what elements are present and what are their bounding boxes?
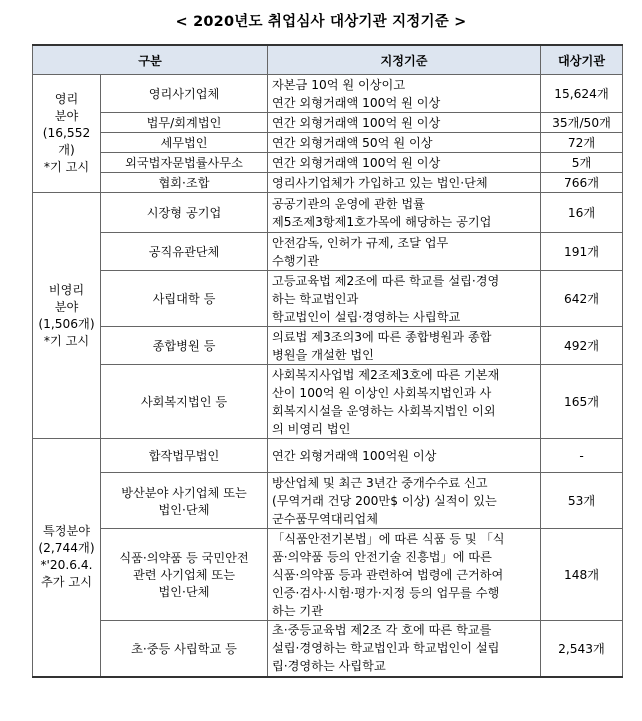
table-row (33, 153, 623, 173)
count-cell: 2,543개 (541, 621, 623, 677)
criteria-cell (268, 529, 541, 621)
group-special-label (33, 439, 101, 677)
institution-type (101, 193, 268, 233)
designation-criteria-table (32, 44, 623, 678)
count-cell: 15,624개 (541, 75, 623, 113)
count-cell: 53개 (541, 473, 623, 529)
criteria-line: 사회복지사업법 제2조제3호에 따른 기본재 (272, 367, 500, 382)
category-line: 추가 고시 (41, 575, 92, 590)
header-criteria: 지정기준 (268, 45, 541, 75)
count-cell: 492개 (541, 327, 623, 365)
criteria-line: 「식품안전기본법」에 따른 식품 등 및 「식 (272, 531, 505, 546)
criteria-line: 연간 외형거래액 100억원 이상 (272, 448, 437, 463)
header-count: 대상기관 (541, 45, 623, 75)
institution-type (101, 133, 268, 153)
category-line: *기 고시 (43, 333, 90, 348)
institution-type-line: 법인·단체 (158, 585, 210, 599)
institution-type (101, 529, 268, 621)
category-line: *기 고시 (43, 160, 90, 174)
criteria-line: 고등교육법 제2조에 따른 학교를 설립·경영 (272, 273, 500, 288)
criteria-line: 병원을 개설한 법인 (272, 347, 374, 362)
criteria-line: 수행기관 (272, 253, 320, 268)
institution-type-line: 관련 사기업체 또는 (133, 568, 235, 582)
count-cell: 72개 (541, 133, 623, 153)
table-row (33, 365, 623, 439)
criteria-line: 인증·검사·시험·평가·지정 등의 업무를 수행 (272, 585, 500, 600)
institution-type-line: 초·중등 사립학교 등 (131, 641, 237, 656)
institution-type-line: 시장형 공기업 (146, 206, 222, 220)
header-category: 구분 (33, 45, 268, 75)
institution-type-line: 세무법인 (160, 136, 208, 150)
criteria-cell (268, 153, 541, 173)
table-row (33, 173, 623, 193)
institution-type-line: 법인·단체 (158, 502, 210, 517)
criteria-line: 자본금 10억 원 이상이고 (272, 77, 406, 92)
institution-type-line: 식품·의약품 등 국민안전 (119, 551, 249, 565)
criteria-cell (268, 113, 541, 133)
criteria-cell (268, 75, 541, 113)
institution-type-line: 법무/회계법인 (146, 116, 222, 130)
criteria-line: 방산업체 및 최근 3년간 중개수수료 신고 (272, 475, 488, 490)
institution-type-line: 사회복지법인 등 (140, 395, 228, 409)
institution-type-line: 협회·조합 (158, 176, 210, 190)
criteria-cell (268, 439, 541, 473)
institution-type (101, 365, 268, 439)
criteria-line: 산이 100억 원 이상인 사회복지법인과 사 (272, 385, 492, 400)
institution-type (101, 327, 268, 365)
criteria-cell (268, 133, 541, 153)
criteria-line: 하는 기관 (272, 603, 323, 618)
criteria-line: 영리사기업체가 가입하고 있는 법인·단체 (272, 175, 488, 190)
institution-type-line: 공직유관단체 (148, 245, 220, 259)
table-row (33, 473, 623, 529)
criteria-cell (268, 271, 541, 327)
count-cell: 35개/50개 (541, 113, 623, 133)
category-line: (1,506개) (38, 316, 95, 331)
institution-type-line: 종합병원 등 (152, 339, 216, 353)
criteria-line: 립·경영하는 사립학교 (272, 659, 386, 674)
table-header-row (33, 45, 623, 75)
criteria-cell (268, 621, 541, 677)
count-cell: 16개 (541, 193, 623, 233)
table-row (33, 529, 623, 621)
category-line: 특정분야 (42, 524, 91, 539)
count-cell: 642개 (541, 271, 623, 327)
institution-type-line: 외국법자문법률사무소 (125, 156, 243, 170)
count-cell: 5개 (541, 153, 623, 173)
criteria-cell (268, 327, 541, 365)
criteria-line: 회복지시설을 운영하는 사회복지법인 이외 (272, 403, 496, 418)
category-line: (2,744개) (38, 541, 95, 556)
criteria-line: 연간 외형거래액 100억 원 이상 (272, 95, 441, 110)
criteria-cell (268, 173, 541, 193)
category-line: 분야 (54, 109, 79, 123)
category-line: *'20.6.4. (40, 558, 93, 573)
table-row (33, 113, 623, 133)
criteria-line: 식품·의약품 등과 관련하여 법령에 근거하여 (272, 567, 504, 582)
count-cell: - (541, 439, 623, 473)
institution-type (101, 113, 268, 133)
criteria-line: 군수품무역대리업체 (272, 511, 378, 526)
category-line: 비영리 (48, 282, 85, 297)
institution-type-line: 영리사기업체 (148, 87, 220, 101)
institution-type (101, 173, 268, 193)
count-cell: 191개 (541, 233, 623, 271)
criteria-line: 설립·경영하는 학교법인과 학교법인이 설립 (272, 641, 500, 656)
criteria-line: 의 비영리 법인 (272, 421, 351, 436)
criteria-line: 초·중등교육법 제2조 각 호에 따른 학교를 (272, 623, 492, 638)
institution-type-line: 사립대학 등 (152, 292, 216, 306)
criteria-cell (268, 233, 541, 271)
group-for-profit-label (33, 75, 101, 193)
category-line: 영리 (54, 92, 79, 106)
table-row (33, 193, 623, 233)
count-cell: 148개 (541, 529, 623, 621)
institution-type (101, 233, 268, 271)
institution-type-line: 합작법무법인 (148, 449, 220, 463)
criteria-line: 하는 학교법인과 (272, 291, 359, 306)
table-row (33, 439, 623, 473)
institution-type (101, 621, 268, 677)
table-row (33, 271, 623, 327)
criteria-line: 공공기관의 운영에 관한 법률 (272, 196, 425, 211)
criteria-cell (268, 473, 541, 529)
table-row (33, 233, 623, 271)
criteria-line: (무역거래 건당 200만$ 이상) 실적이 있는 (272, 493, 497, 508)
institution-type (101, 439, 268, 473)
category-line: (16,552개) (42, 126, 91, 157)
page-title: < 2020년도 취업심사 대상기관 지정기준 > (175, 14, 467, 30)
criteria-line: 학교법인이 설립·경영하는 사립학교 (272, 309, 461, 324)
institution-type (101, 473, 268, 529)
institution-type (101, 75, 268, 113)
count-cell: 165개 (541, 365, 623, 439)
criteria-cell (268, 193, 541, 233)
criteria-line: 의료법 제3조의3에 따른 종합병원과 종합 (272, 329, 492, 344)
institution-type (101, 153, 268, 173)
institution-type (101, 271, 268, 327)
count-cell: 766개 (541, 173, 623, 193)
criteria-line: 제5조제3항제1호가목에 해당하는 공기업 (272, 214, 492, 229)
table-row (33, 133, 623, 153)
criteria-line: 품·의약품 등의 안전기술 진흥법」에 따른 (272, 549, 492, 564)
criteria-line: 연간 외형거래액 100억 원 이상 (272, 155, 441, 170)
table-row (33, 621, 623, 677)
table-row (33, 75, 623, 113)
criteria-line: 안전감독, 인허가 규제, 조달 업무 (272, 235, 449, 250)
criteria-line: 연간 외형거래액 100억 원 이상 (272, 115, 441, 130)
group-non-profit-label (33, 193, 101, 439)
criteria-cell (268, 365, 541, 439)
criteria-line: 연간 외형거래액 50억 원 이상 (272, 135, 433, 150)
institution-type-line: 방산분야 사기업체 또는 (121, 485, 247, 500)
table-row (33, 327, 623, 365)
category-line: 분야 (54, 299, 79, 314)
